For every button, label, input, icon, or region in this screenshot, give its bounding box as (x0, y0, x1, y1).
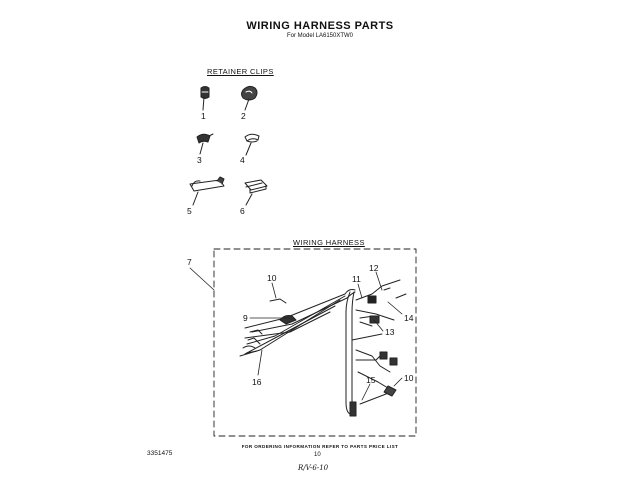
part-label-14: 14 (404, 313, 414, 323)
retainer-clip-4-icon (245, 134, 259, 155)
part-label-12: 12 (369, 263, 379, 273)
part-label-6: 6 (240, 206, 245, 216)
part-label-2: 2 (241, 111, 246, 121)
page-number: 10 (314, 452, 321, 458)
part-label-11: 11 (352, 274, 361, 284)
wiring-harness-icon (240, 280, 406, 416)
retainer-clip-5-icon (190, 177, 224, 205)
retainer-clips-heading: RETAINER CLIPS (207, 67, 274, 76)
handwritten-revision-note: R/V-6-10 (298, 464, 329, 472)
wiring-harness-heading: WIRING HARNESS (293, 238, 365, 247)
part-label-10-lower: 10 (404, 373, 414, 383)
part-label-1: 1 (201, 111, 206, 121)
document-number: 3351475 (147, 450, 173, 457)
part-label-7: 7 (187, 257, 192, 267)
part-label-13: 13 (385, 327, 395, 337)
part-label-9: 9 (243, 313, 248, 323)
retainer-clip-2-icon (242, 86, 258, 110)
retainer-clip-3-icon (197, 134, 213, 154)
retainer-clip-1-icon (201, 87, 209, 111)
part-label-5: 5 (187, 206, 192, 216)
part-label-16: 16 (252, 377, 262, 387)
part-label-10-upper: 10 (267, 273, 277, 283)
ordering-note: FOR ORDERING INFORMATION REFER TO PARTS PRICE LIST (241, 444, 399, 449)
part-label-4: 4 (240, 155, 245, 165)
page-title: WIRING HARNESS PARTS (246, 20, 394, 32)
retainer-clip-6-icon (245, 180, 267, 205)
part-label-3: 3 (197, 155, 202, 165)
leader-lines (250, 272, 402, 400)
model-subtitle: For Model LA6150XTW0 (286, 33, 354, 39)
harness-frame (214, 249, 416, 436)
part-label-15: 15 (366, 375, 376, 385)
